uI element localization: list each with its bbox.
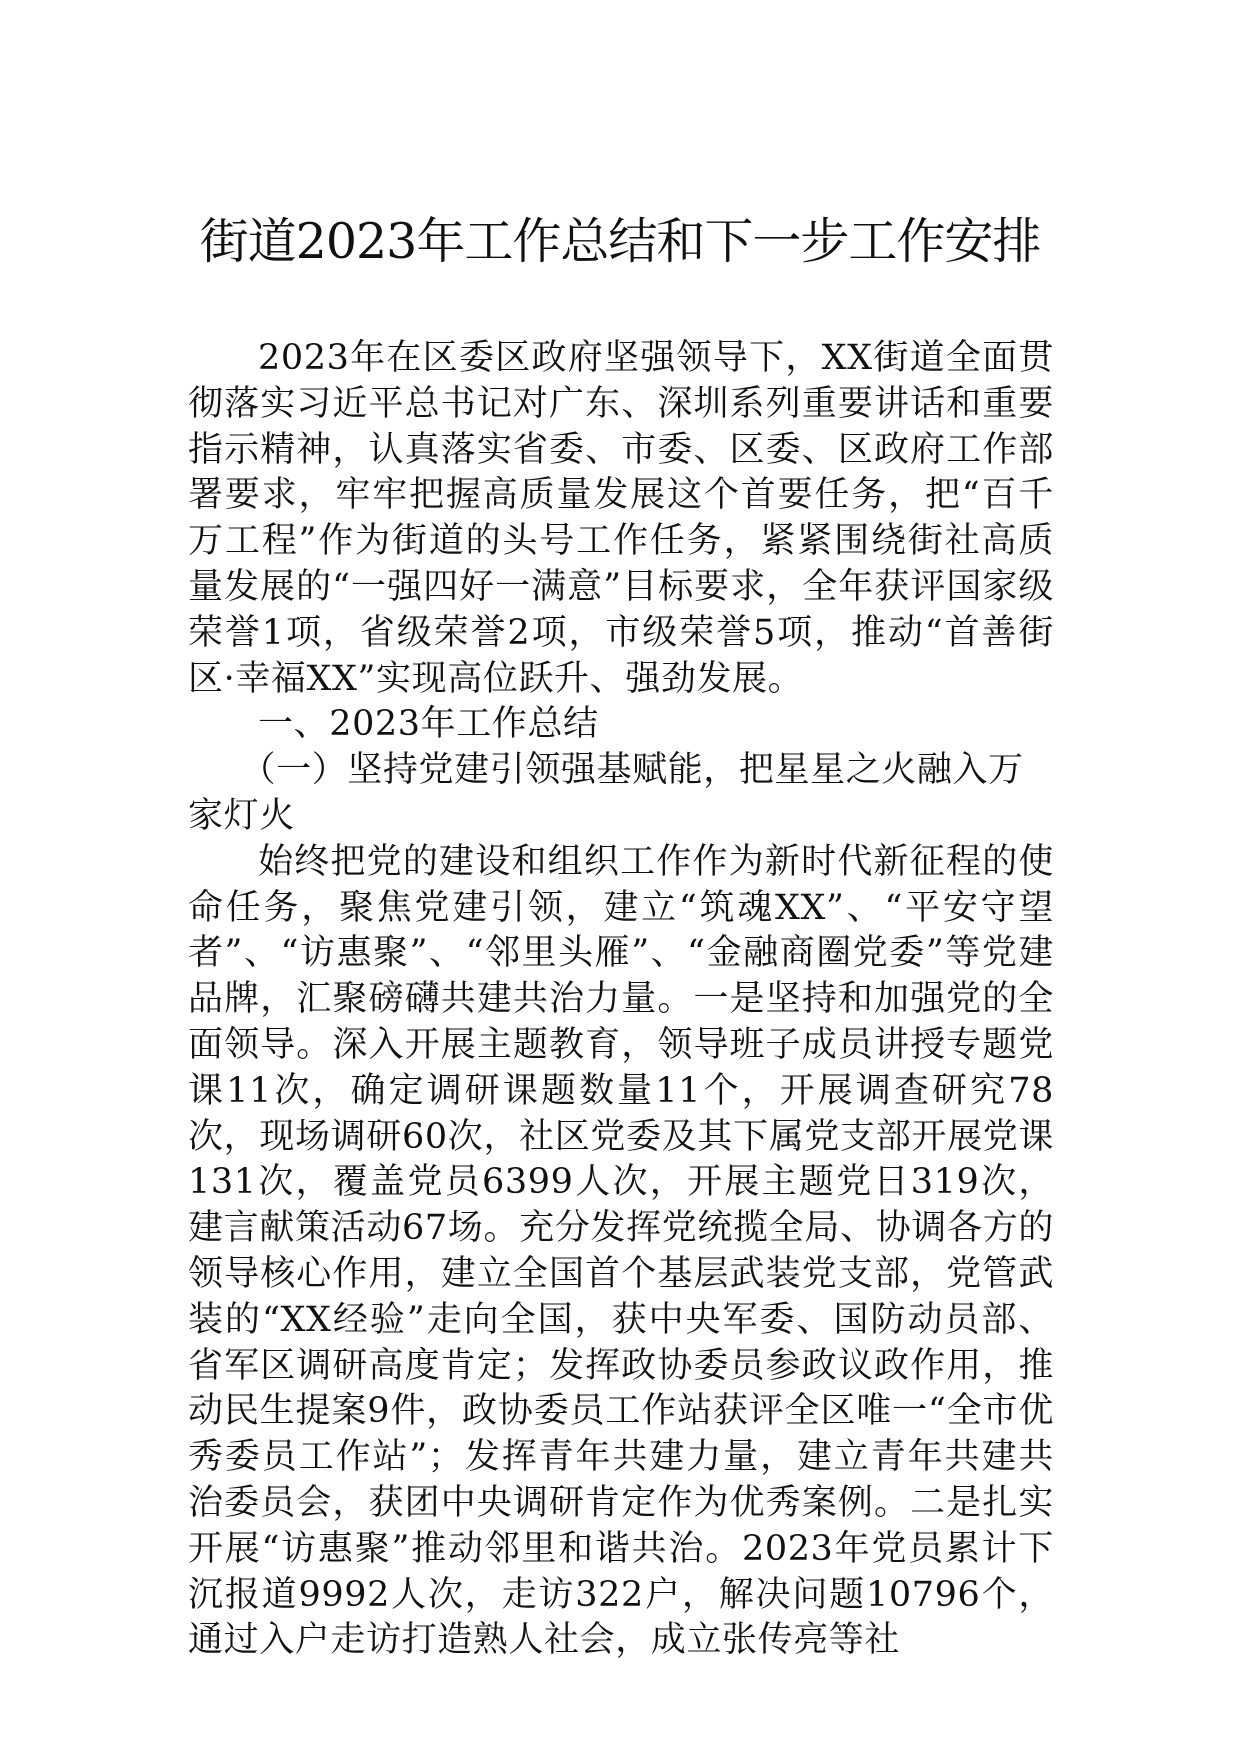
subsection-paragraph: 始终把党的建设和组织工作作为新时代新征程的使命任务，聚焦党建引领，建立“筑魂XX”、“平安守望者”、“访惠聚”、“邻里头雁”、“金融商圈党委”等党建品牌，汇聚磅礴共建共治力量。一是坚持和加强党的全面领导。深入开展主题教育，领导班子成员讲授专题党课11次，确定调研课题数量11个，开展调查研究78次，现场调研60次，社区党委及其下属党支部开展党课131次，覆盖党员6399人次，开展主题党日319次，建言献策活动67场。充分发挥党统揽全局、协调各方的领导核心作用，建立全国首个基层武装党支部，党管武装的“XX经验”走向全国，获中央军委、国防动员部、省军区调研高度肯定；发挥政协委员参政议政作用，推动民生提案9件，政协委员工作站获评全区唯一“全市优秀委员工作站”；发挥青年共建力量，建立青年共建共治委员会，获团中央调研肯定作为优秀案例。二是扎实开展“访惠聚”推动邻里和谐共治。2023年党员累计下沉报道9992人次，走访322户，解决问题10796个，通过入户走访打造熟人社会，成立张传亮等社: [188, 841, 1054, 1661]
document-body: [188, 336, 1054, 1664]
section-heading: 一、2023年工作总结: [258, 704, 599, 745]
document-title: 街道2023年工作总结和下一步工作安排: [199, 213, 1041, 270]
intro-paragraph: 2023年在区委区政府坚强领导下，XX街道全面贯彻落实习近平总书记对广东、深圳系列重要讲话和重要指示精神，认真落实省委、市委、区委、区政府工作部署要求，牢牢把握高质量发展这个首要任务，把“百千万工程”作为街道的头号工作任务，紧紧围绕街社高质量发展的“一强四好一满意”目标要求，全年获评国家级荣誉1项，省级荣誉2项，市级荣誉5项，推动“首善街区·幸福XX”实现高位跃升、强劲发展。: [188, 338, 1054, 699]
subsection-heading: （一）坚持党建引领强基赋能，把星星之火融入万家灯火: [188, 750, 1024, 836]
